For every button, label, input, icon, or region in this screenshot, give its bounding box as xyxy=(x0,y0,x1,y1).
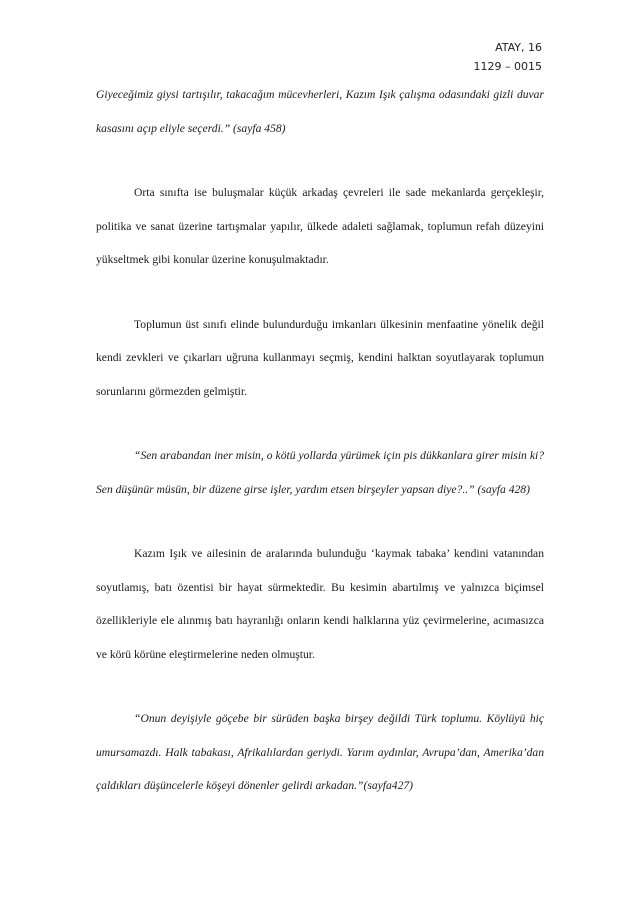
page-header xyxy=(474,38,542,76)
header-id-line: 1129 – 0015 xyxy=(473,60,542,73)
paragraph-gap xyxy=(96,408,544,439)
paragraph-gap xyxy=(96,671,544,702)
body-paragraph: Toplumun üst sınıfı elinde bulundurduğu imkanları ülkesinin menfaatine yönelik değil kendi zevkleri ve çıkarları uğruna kullanmayı seçmiş, kendini halktan soyutlayarak toplumun sorunlarını görmezden gelmiştir. xyxy=(96,317,544,398)
header-author-line: ATAY, 16 xyxy=(495,41,542,54)
body-paragraph: Orta sınıfta ise buluşmalar küçük arkadaş çevreleri ile sade mekanlarda gerçekleşir, politika ve sanat üzerine tartışmalar yapılır, ülkede adaleti sağlamak, toplumun refah düzeyini yükseltmek gibi konular üzerine konuşulmaktadır. xyxy=(96,186,544,266)
quote-paragraph: “Sen arabandan iner misin, o kötü yollarda yürümek için pis dükkanlara girer misin ki? Sen düşünür müsün, bir düzene girse işler, yardım etsen birşeyler yapsan diye?..” (sayfa 428) xyxy=(96,449,544,496)
paragraph-gap xyxy=(96,277,544,308)
paragraph-gap xyxy=(96,506,544,537)
document-body xyxy=(96,78,544,803)
body-paragraph: Kazım Işık ve ailesinin de aralarında bulunduğu ‘kaymak tabaka’ kendini vatanından soyutlamış, batı özentisi bir hayat sürmektedir. Bu kesimin abartılmış ve yalnızca biçimsel özellikleriyle ele alınmış batı hayranlığı onların kendi halklarına yüz çevirmelerine, acımasızca ve körü körüne eleştirmelerine neden olmuştur. xyxy=(96,547,544,661)
quote-paragraph: Giyeceğimiz giysi tartışılır, takacağım mücevherleri, Kazım Işık çalışma odasındaki gizli duvar kasasını açıp eliyle seçerdi.” (sayfa 458) xyxy=(96,88,544,135)
quote-paragraph: “Onun deyişiyle göçebe bir sürüden başka birşey değildi Türk toplumu. Köylüyü hiç umursamazdı. Halk tabakası, Afrikalılardan geriydi. Yarım aydınlar, Avrupa’dan, Amerika’dan çaldıkları düşüncelerle köşeyi dönenler gelirdi arkadan.”(sayfa427) xyxy=(96,712,544,792)
paragraph-gap xyxy=(96,145,544,176)
